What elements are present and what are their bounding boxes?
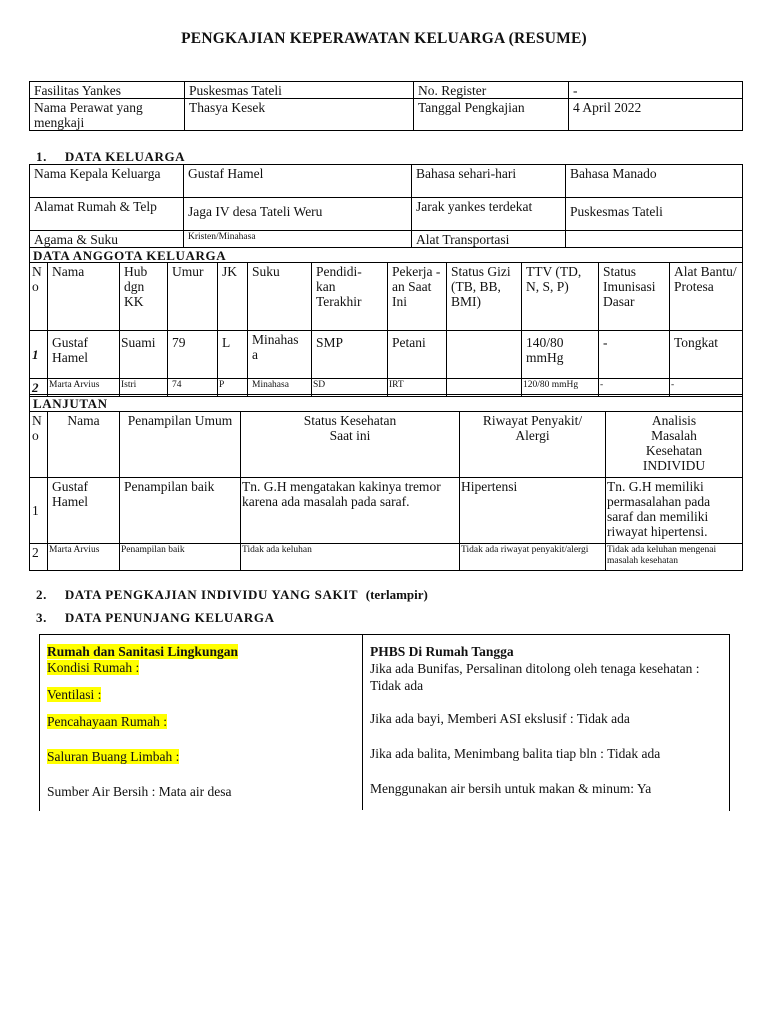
sumber-air: Sumber Air Bersih : Mata air desa [47, 784, 232, 799]
section-2-heading [36, 587, 428, 603]
anggota-header: DATA ANGGOTA KELUARGA [30, 248, 743, 263]
cell-penampilan: Penampilan baik [120, 544, 241, 571]
cell-riwayat: Tidak ada riwayat penyakit/alergi [460, 544, 606, 571]
anggota-column-headers [30, 263, 743, 331]
penunjang-left-column [47, 644, 357, 800]
section-2-title: DATA PENGKAJIAN INDIVIDU YANG SAKIT [64, 587, 358, 602]
asi-text: Jika ada bayi, Memberi ASI ekslusif : Tidak ada [370, 711, 630, 726]
table-row [30, 331, 743, 379]
anggota-col-nama: Nama [48, 263, 120, 331]
phbs-title: PHBS Di Rumah Tangga [370, 644, 514, 659]
section-3-number: 3. [36, 610, 47, 625]
table-row [30, 478, 743, 544]
perawat-value: Thasya Kesek [185, 99, 414, 131]
cell-pekerjaan: IRT [388, 379, 447, 397]
tanggal-value: 4 April 2022 [569, 99, 743, 131]
cell-pendidikan: SD [312, 379, 388, 397]
anggota-col-pekerjaan: Pekerja -an Saat Ini [388, 263, 447, 331]
anggota-col-jk: JK [218, 263, 248, 331]
kepala-value: Gustaf Hamel [184, 165, 412, 198]
lanjutan-col-status: Status Kesehatan Saat ini [241, 412, 460, 478]
lanjutan-col-penampilan: Penampilan Umum [120, 412, 241, 478]
kondisi-rumah: Kondisi Rumah : [47, 660, 140, 675]
lanjutan-col-analisis: Analisis Masalah Kesehatan INDIVIDU [606, 412, 743, 478]
alamat-value: Jaga IV desa Tateli Weru [184, 198, 412, 231]
lanjutan-column-headers [30, 412, 743, 478]
cell-hub: Istri [120, 379, 168, 397]
section-1-title: DATA KELUARGA [64, 149, 186, 164]
cell-suku: Minahas a [248, 331, 312, 379]
row-number: 1 [30, 331, 48, 379]
cell-jk: P [218, 379, 248, 397]
anggota-col-alat: Alat Bantu/ Protesa [670, 263, 743, 331]
sanitasi-title: Rumah dan Sanitasi Lingkungan [47, 644, 238, 659]
penunjang-right-column [370, 644, 715, 797]
cell-analisis: Tidak ada keluhan mengenai masalah kesehatan [606, 544, 743, 571]
transport-value [566, 231, 743, 248]
keluarga-table [29, 164, 743, 248]
cell-pendidikan: SMP [312, 331, 388, 379]
ventilasi: Ventilasi : [47, 687, 102, 702]
cell-status: Tidak ada keluhan [241, 544, 460, 571]
cell-nama: Gustaf Hamel [48, 478, 120, 544]
info-table [29, 81, 743, 131]
cell-nama: Marta Arvius [48, 544, 120, 571]
cell-alat: - [670, 379, 743, 397]
agama-value: Kristen/Minahasa [184, 231, 412, 248]
cell-imunisasi: - [599, 379, 670, 397]
table-row [30, 544, 743, 571]
fasilitas-label: Fasilitas Yankes [30, 82, 185, 99]
kepala-label: Nama Kepala Keluarga [30, 165, 184, 198]
lanjutan-table [29, 394, 743, 571]
row-number: 2 [30, 544, 48, 571]
cell-jk: L [218, 331, 248, 379]
anggota-col-ttv: TTV (TD, N, S, P) [522, 263, 599, 331]
cell-suku: Minahasa [248, 379, 312, 397]
bahasa-value: Bahasa Manado [566, 165, 743, 198]
transport-label: Alat Transportasi [412, 231, 566, 248]
cell-umur: 79 [168, 331, 218, 379]
anggota-col-no: N o [30, 263, 48, 331]
anggota-col-imunisasi: Status Imunisasi Dasar [599, 263, 670, 331]
anggota-col-pendidikan: Pendidi- kan Terakhir [312, 263, 388, 331]
cell-nama: Marta Arvius [48, 379, 120, 397]
fasilitas-value: Puskesmas Tateli [185, 82, 414, 99]
lanjutan-col-no: N o [30, 412, 48, 478]
section-3-title: DATA PENUNJANG KELUARGA [64, 610, 275, 625]
anggota-col-gizi: Status Gizi (TB, BB, BMI) [447, 263, 522, 331]
agama-label: Agama & Suku [30, 231, 184, 248]
perawat-label: Nama Perawat yang mengkaji [30, 99, 185, 131]
anggota-col-umur: Umur [168, 263, 218, 331]
cell-gizi [447, 331, 522, 379]
cell-alat: Tongkat [670, 331, 743, 379]
section-2-note: (terlampir) [365, 587, 428, 602]
cell-imunisasi: - [599, 331, 670, 379]
register-value: - [569, 82, 743, 99]
cell-umur: 74 [168, 379, 218, 397]
cell-analisis: Tn. G.H memiliki permasalahan pada saraf dan memiliki riwayat hipertensi. [606, 478, 743, 544]
cell-status: Tn. G.H mengatakan kakinya tremor karena ada masalah pada saraf. [241, 478, 460, 544]
anggota-table [29, 247, 743, 397]
cell-hub: Suami [120, 331, 168, 379]
lanjutan-header: LANJUTAN [30, 395, 743, 412]
pencahayaan-rumah: Pencahayaan Rumah : [47, 714, 167, 729]
penunjang-divider [362, 634, 363, 810]
cell-ttv: 120/80 mmHg [522, 379, 599, 397]
cell-pekerjaan: Petani [388, 331, 447, 379]
lanjutan-col-nama: Nama [48, 412, 120, 478]
alamat-label: Alamat Rumah & Telp [30, 198, 184, 231]
bunifas-text: Jika ada Bunifas, Persalinan ditolong oleh tenaga kesehatan : Tidak ada [370, 661, 700, 693]
air-bersih-text: Menggunakan air bersih untuk makan & minum: Ya [370, 781, 652, 796]
jarak-value: Puskesmas Tateli [566, 198, 743, 231]
tanggal-label: Tanggal Pengkajian [414, 99, 569, 131]
cell-ttv: 140/80 mmHg [522, 331, 599, 379]
anggota-col-suku: Suku [248, 263, 312, 331]
cell-riwayat: Hipertensi [460, 478, 606, 544]
cell-nama: Gustaf Hamel [48, 331, 120, 379]
document-title: PENGKAJIAN KEPERAWATAN KELUARGA (RESUME) [181, 30, 587, 47]
lanjutan-col-riwayat: Riwayat Penyakit/ Alergi [460, 412, 606, 478]
cell-penampilan: Penampilan baik [120, 478, 241, 544]
register-label: No. Register [414, 82, 569, 99]
section-1-number: 1. [36, 149, 47, 164]
saluran-limbah: Saluran Buang Limbah : [47, 749, 180, 764]
section-3-heading [36, 610, 275, 626]
section-2-number: 2. [36, 587, 47, 602]
bahasa-label: Bahasa sehari-hari [412, 165, 566, 198]
balita-text: Jika ada balita, Menimbang balita tiap bln : Tidak ada [370, 746, 661, 761]
row-number: 2 [30, 379, 48, 397]
row-number: 1 [30, 478, 48, 544]
section-1-heading [36, 149, 185, 165]
anggota-col-hub: Hub dgn KK [120, 263, 168, 331]
jarak-label: Jarak yankes terdekat [412, 198, 566, 231]
